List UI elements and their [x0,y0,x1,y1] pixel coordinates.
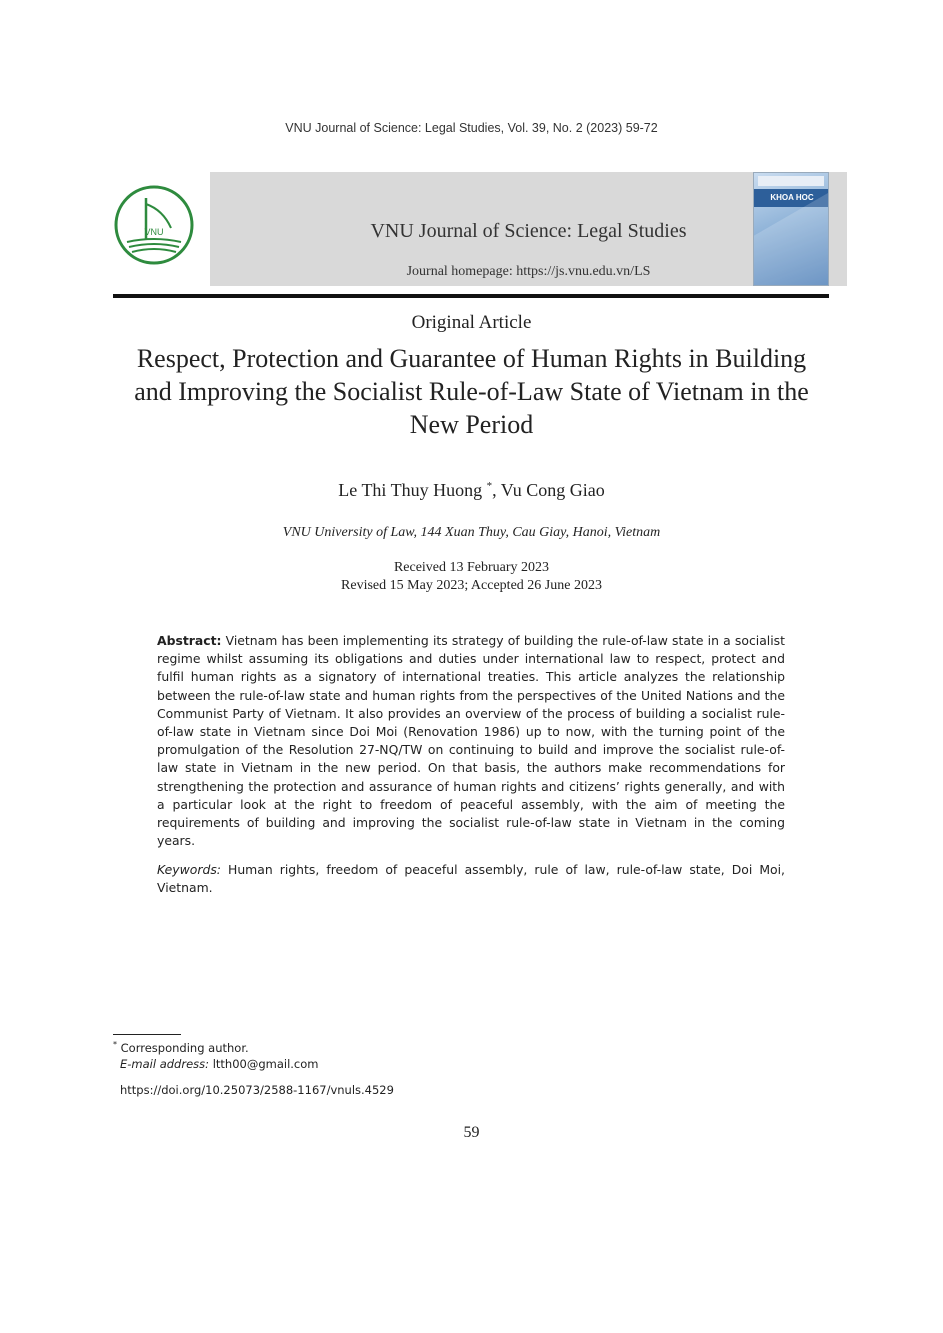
keywords [157,861,785,897]
svg-text:VNU: VNU [144,227,164,237]
page-number: 59 [463,1124,480,1141]
authors [0,480,943,501]
footnote-mark: * [113,1040,117,1049]
vnu-logo-icon [113,184,195,266]
footnote-email [120,1057,318,1071]
article-title: Respect, Protection and Guarantee of Human Rights in Building and Improving the Socialist Rule-of-Law State of Vietnam in the New Period [134,344,809,439]
affiliation: VNU University of Law, 144 Xuan Thuy, Cau Giay, Hanoi, Vietnam [282,525,661,540]
journal-cover-image [753,172,829,286]
cover-title: KHOA HOC [754,189,829,207]
corresponding-label: Corresponding author. [120,1040,249,1055]
author-rest: , Vu Cong Giao [492,480,605,500]
revised-accepted-date: Revised 15 May 2023; Accepted 26 June 2023 [341,578,602,593]
author-first: Le Thi Thuy Huong [338,480,483,500]
running-head: VNU Journal of Science: Legal Studies, Vol. 39, No. 2 (2023) 59-72 [285,121,658,135]
received-date: Received 13 February 2023 [393,560,550,575]
article-type: Original Article [411,312,532,333]
keywords-label: Keywords: [157,862,221,877]
abstract [157,632,785,850]
banner-rule [113,294,829,298]
abstract-label: Abstract: [157,633,222,648]
journal-title: VNU Journal of Science: Legal Studies [370,220,687,242]
cover-header [758,176,824,186]
footnote-corresponding [113,1040,249,1055]
journal-banner [113,170,829,288]
banner-panel [210,172,847,286]
keywords-text: Human rights, freedom of peaceful assembly, rule of law, rule-of-law state, Doi Moi, Vietnam. [157,862,785,896]
article-dates [0,559,943,595]
doi-link[interactable]: https://doi.org/10.25073/2588-1167/vnuls.4529 [120,1083,394,1097]
abstract-text: Vietnam has been implementing its strategy of building the rule-of-law state in a socialist regime whilst assuming its obligations and duties under international law to respect, protect and fulfil human rights as a signatory of international treaties. This article analyzes the relationship between the rule-of-law state and human rights from the perspectives of the United Nations and the Communist Party of Vietnam. It also provides an overview of the process of building a socialist rule-of-law state in Vietnam since Doi Moi (Renovation 1986) up to now, with the turning point of the promulgation of the Resolution 27-NQ/TW on continuing to build and improve the socialist rule-of-law state in Vietnam in the new period. On that basis, the authors make recommendations for strengthening the protection and assurance of human rights and citizens’ rights generally, and with a particular look at the right to freedom of peaceful assembly, with the aim of meeting the requirements of building and improving the socialist rule-of-law state in Vietnam in the coming years. [157,633,785,849]
corresponding-mark: * [486,480,493,492]
email-label: E-mail address: [120,1057,210,1071]
email-address[interactable]: ltth00@gmail.com [212,1057,319,1071]
footnote-rule [113,1034,181,1035]
journal-homepage: Journal homepage: https://js.vnu.edu.vn/LS [406,264,651,279]
